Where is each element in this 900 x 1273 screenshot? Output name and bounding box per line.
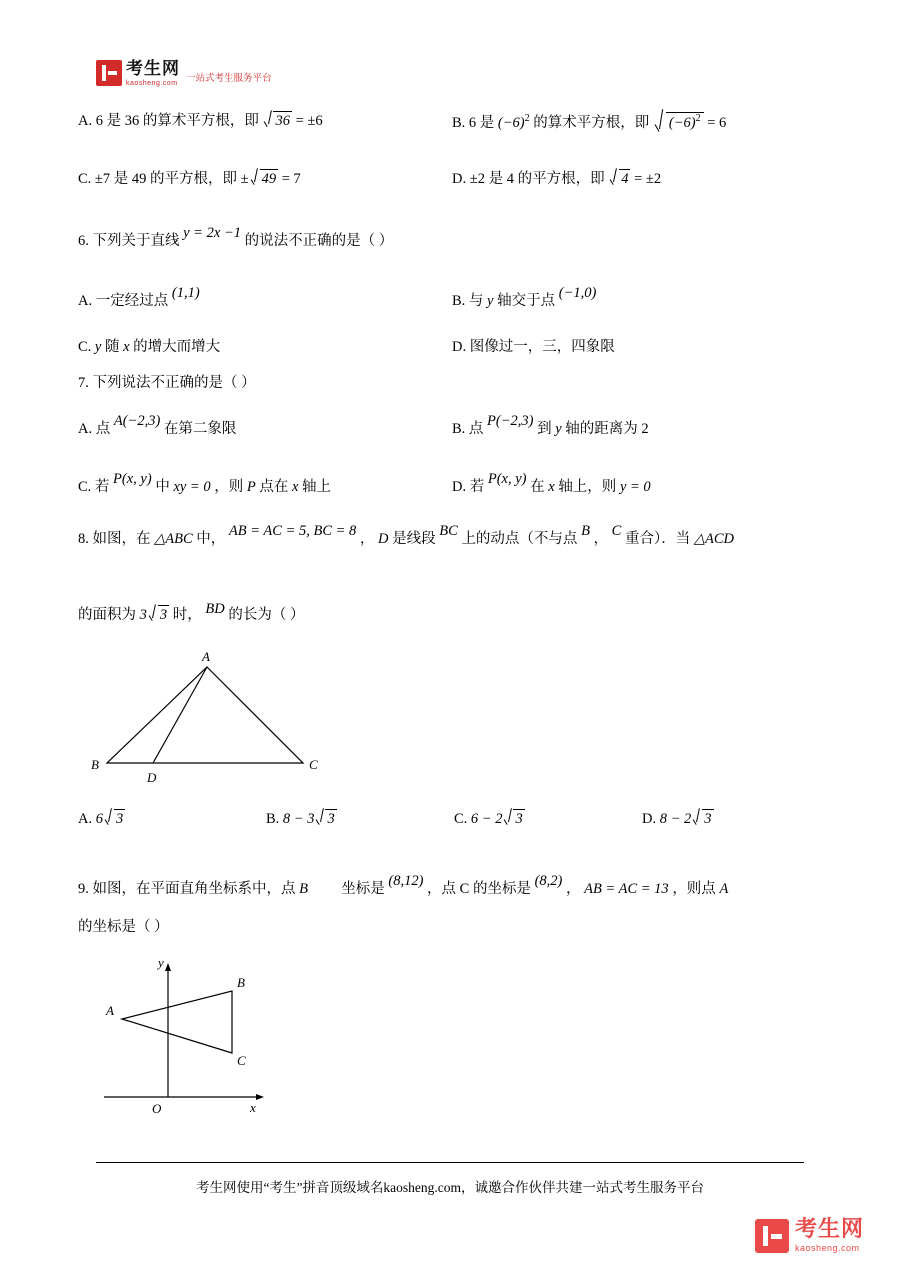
q9-number: 9. bbox=[78, 881, 89, 897]
q7-option-d-x: x bbox=[548, 479, 555, 495]
q8-option-d-radical bbox=[691, 810, 713, 828]
q6-option-d-label: D. bbox=[452, 339, 467, 355]
footer-divider bbox=[96, 1162, 804, 1163]
q7-option-c-label: C. bbox=[78, 479, 92, 495]
q6-option-a-text: 一定经过点 bbox=[95, 293, 169, 309]
q8-stem-bd: BD bbox=[205, 601, 225, 617]
q7-option-b-text3: 轴的距离为 2 bbox=[565, 421, 649, 437]
q5-option-a-radicand: 36 bbox=[275, 113, 290, 129]
q7-option-c-text5: 轴上 bbox=[302, 479, 332, 495]
q8-option-b-left: 8 − 3 bbox=[282, 811, 315, 827]
q9-figure bbox=[80, 955, 370, 1135]
q8-stem-text9: 的长为（ ） bbox=[228, 607, 305, 623]
q7-option-c-text3: ，则 bbox=[214, 479, 244, 495]
q6-number: 6. bbox=[78, 233, 89, 249]
q5-option-b bbox=[452, 112, 726, 132]
q5-option-d-label: D. bbox=[452, 171, 467, 187]
q5-option-c-plusminus: ± bbox=[240, 171, 249, 187]
q6-option-d bbox=[452, 338, 615, 356]
q5-option-c-text1: ±7 是 49 的平方根，即 bbox=[94, 171, 238, 187]
svg-text:C: C bbox=[309, 757, 318, 772]
logo-mark-icon bbox=[96, 60, 122, 86]
q6-stem-text2: 的说法不正确的是（ ） bbox=[244, 233, 394, 249]
q9-stem-text4: ， bbox=[566, 881, 581, 897]
q8-stem-text2: 中， bbox=[196, 531, 226, 547]
q7-option-a-point: A(−2,3) bbox=[113, 413, 161, 429]
q5-option-b-radicand-exp: 2 bbox=[695, 113, 701, 124]
q7-option-c-point: P(x, y) bbox=[113, 471, 152, 487]
q5-option-b-label: B. bbox=[452, 114, 466, 131]
q7-option-c-x: x bbox=[291, 479, 299, 495]
q7-option-c-p: P bbox=[246, 479, 256, 495]
svg-text:D: D bbox=[147, 770, 157, 785]
q6-option-c-text2: 的增大而增大 bbox=[133, 339, 221, 355]
q8-stem-pointB: B bbox=[581, 523, 590, 539]
q7-stem-text: 下列说法不正确的是（ ） bbox=[92, 375, 256, 391]
q9-stem-condition: AB = AC = 13 bbox=[584, 881, 669, 897]
q8-stem-text4: 是线段 bbox=[392, 531, 436, 547]
q5-option-d-radicand: 4 bbox=[621, 171, 629, 187]
q5-option-d-text1: ±2 是 4 的平方根，即 bbox=[469, 171, 605, 187]
q7-option-d-eq: y = 0 bbox=[619, 479, 651, 495]
q5-option-d bbox=[452, 170, 661, 188]
q7-option-a-text2: 在第二象限 bbox=[163, 421, 237, 437]
q7-number: 7. bbox=[78, 375, 89, 391]
q7-option-c-text2: 中 bbox=[155, 479, 170, 495]
q5-option-d-radical bbox=[608, 170, 630, 188]
q5-option-c bbox=[78, 170, 301, 188]
q9-stem-text6: 的坐标是（ ） bbox=[78, 919, 169, 935]
watermark-domain: kaosheng.com bbox=[794, 1243, 860, 1253]
logo-domain: kaosheng.com bbox=[126, 80, 178, 87]
svg-text:B: B bbox=[237, 975, 245, 990]
logo-text bbox=[126, 60, 180, 87]
watermark-mark-icon bbox=[755, 1219, 789, 1253]
q8-option-c-left: 6 − 2 bbox=[470, 811, 503, 827]
q7-option-d-text3: 轴上，则 bbox=[558, 479, 617, 495]
q6-stem bbox=[78, 225, 394, 250]
q7-option-a-label: A. bbox=[78, 421, 93, 437]
q9-stem-pointB: B bbox=[299, 881, 308, 897]
q5-option-b-exp: 2 bbox=[524, 113, 530, 124]
q6-option-a-label: A. bbox=[78, 293, 93, 309]
q6-option-c-label: C. bbox=[78, 339, 92, 355]
q7-option-d-text1: 若 bbox=[469, 479, 485, 495]
q9-stem-pointA: A bbox=[719, 881, 729, 897]
q8-option-a-radicand: 3 bbox=[115, 811, 124, 827]
q9-stem-bcoord: (8,12) bbox=[388, 873, 424, 889]
q5-option-b-base: (−6) bbox=[497, 114, 525, 131]
q8-triangle-abc: △ABC bbox=[154, 531, 193, 547]
q7-option-a-text1: 点 bbox=[95, 421, 111, 437]
q8-option-c-radical bbox=[502, 810, 524, 828]
q5-option-b-text1: 6 是 bbox=[468, 114, 495, 131]
q7-option-c-text4: 点在 bbox=[259, 479, 289, 495]
q8-option-b bbox=[266, 810, 337, 828]
q8-stem-bc: BC bbox=[439, 523, 458, 539]
q8-option-a-label: A. bbox=[78, 811, 93, 827]
q8-option-a bbox=[78, 810, 125, 828]
q5-option-a-text2: = ±6 bbox=[295, 113, 323, 129]
q5-option-a bbox=[78, 112, 323, 130]
q7-option-d-text2: 在 bbox=[530, 479, 545, 495]
q7-option-d-point: P(x, y) bbox=[487, 471, 527, 487]
q7-stem bbox=[78, 374, 256, 392]
q8-stem-area-text: 的面积为 bbox=[78, 607, 136, 623]
svg-text:A: A bbox=[106, 1003, 114, 1018]
q6-option-c-text1: 随 bbox=[104, 339, 120, 355]
q8-stem-area-coef: 3 bbox=[139, 607, 147, 623]
q8-option-b-radical bbox=[314, 810, 336, 828]
q6-option-a-point: (1,1) bbox=[171, 285, 200, 301]
q8-stem-text8: 时， bbox=[172, 607, 202, 623]
q5-option-c-radicand: 49 bbox=[261, 171, 277, 187]
svg-text:B: B bbox=[91, 757, 99, 772]
q6-stem-text1: 下列关于直线 bbox=[92, 233, 180, 249]
footer-text: 考生网使用“考生”拼音顶级域名kaosheng.com，诚邀合作伙伴共建一站式考生服务平台 bbox=[195, 1180, 705, 1195]
q9-stem-text3: ，点 C 的坐标是 bbox=[427, 881, 531, 897]
q6-option-b-point: (−1,0) bbox=[558, 285, 597, 301]
q7-option-d-label: D. bbox=[452, 479, 467, 495]
q7-option-c bbox=[78, 471, 332, 496]
q5-option-d-text2: = ±2 bbox=[634, 171, 662, 187]
svg-text:O: O bbox=[152, 1101, 162, 1116]
q6-option-c bbox=[78, 338, 220, 356]
q6-option-b-axis: y bbox=[487, 293, 494, 309]
q8-option-b-radicand: 3 bbox=[327, 811, 335, 827]
q5-option-c-text2: = 7 bbox=[281, 171, 301, 187]
q7-option-b-label: B. bbox=[452, 421, 466, 437]
q5-option-a-radical bbox=[262, 112, 292, 130]
q6-option-d-text: 图像过一，三，四象限 bbox=[469, 339, 615, 355]
q8-option-d bbox=[642, 810, 714, 828]
q8-stem-text7: 重合）．当 bbox=[624, 531, 691, 547]
q8-stem-area-radicand: 3 bbox=[159, 607, 168, 623]
svg-text:C: C bbox=[237, 1053, 246, 1068]
watermark bbox=[755, 1218, 864, 1253]
q8-stem-line1 bbox=[78, 523, 734, 548]
q8-stem-text5: 上的动点（不与点 bbox=[461, 531, 578, 547]
q5-option-b-text3: = 6 bbox=[707, 114, 727, 131]
q9-stem-line2 bbox=[78, 918, 169, 936]
q7-option-b-axis: y bbox=[555, 421, 562, 437]
svg-text:x: x bbox=[250, 1100, 256, 1115]
q8-option-c-label: C. bbox=[454, 811, 468, 827]
q6-option-b-text2: 轴交于点 bbox=[497, 293, 556, 309]
watermark-name: 考生网 bbox=[794, 1216, 864, 1241]
q8-option-c bbox=[454, 810, 525, 828]
q9-stem-text1: 如图，在平面直角坐标系中，点 bbox=[92, 881, 296, 897]
q8-triangle-acd: △ACD bbox=[693, 531, 734, 547]
q8-stem-pointC: C bbox=[611, 523, 622, 539]
svg-text:y: y bbox=[158, 955, 164, 970]
q8-option-a-radical bbox=[103, 810, 125, 828]
q8-stem-area-radical bbox=[147, 606, 169, 624]
q8-stem-line2 bbox=[78, 601, 305, 624]
q9-stem-line1 bbox=[78, 873, 729, 898]
q6-option-c-y: y bbox=[94, 339, 102, 355]
logo-name: 考生网 bbox=[126, 59, 180, 78]
q9-stem-ccoord: (8,2) bbox=[534, 873, 563, 889]
q8-option-c-radicand: 3 bbox=[515, 811, 523, 827]
q6-option-b-label: B. bbox=[452, 293, 466, 309]
q6-option-a bbox=[78, 285, 200, 310]
q7-option-a bbox=[78, 413, 237, 438]
q7-option-b-text2: 到 bbox=[537, 421, 552, 437]
q8-option-d-label: D. bbox=[642, 811, 657, 827]
q5-option-c-label: C. bbox=[78, 171, 92, 187]
q7-option-c-text1: 若 bbox=[94, 479, 110, 495]
q5-option-a-label: A. bbox=[78, 113, 93, 129]
q7-option-b-text1: 点 bbox=[468, 421, 484, 437]
q6-stem-formula: y = 2x −1 bbox=[183, 225, 241, 241]
q7-option-d bbox=[452, 471, 651, 496]
q8-option-d-radicand: 3 bbox=[704, 811, 712, 827]
q6-option-b-text1: 与 bbox=[468, 293, 484, 309]
q9-stem-text5: ，则点 bbox=[672, 881, 716, 897]
q8-stem-condition: AB = AC = 5, BC = 8 bbox=[228, 523, 357, 539]
q8-option-a-coef: 6 bbox=[95, 811, 103, 827]
q7-option-b bbox=[452, 413, 649, 438]
q6-option-b bbox=[452, 285, 597, 310]
q8-option-d-left: 8 − 2 bbox=[659, 811, 692, 827]
q5-option-b-text2: 的算术平方根，即 bbox=[533, 114, 650, 131]
q5-option-b-radicand: (−6) bbox=[668, 114, 696, 131]
q6-option-c-x: x bbox=[123, 339, 130, 355]
q5-option-b-radical bbox=[653, 112, 704, 132]
q5-option-c-radical bbox=[249, 170, 279, 188]
q7-option-c-eq: xy = 0 bbox=[173, 479, 211, 495]
q8-stem-text3: ， bbox=[359, 531, 375, 547]
q8-number: 8. bbox=[78, 531, 89, 547]
q8-stem-pointD: D bbox=[378, 531, 389, 547]
q9-stem-text2: 坐标是 bbox=[341, 881, 385, 897]
logo-slogan: 一站式考生服务平台 bbox=[186, 73, 272, 84]
q8-stem-text1: 如图，在 bbox=[92, 531, 151, 547]
q8-stem-text6: ， bbox=[593, 531, 609, 547]
site-logo bbox=[96, 60, 272, 87]
q8-option-b-label: B. bbox=[266, 811, 280, 827]
q8-figure bbox=[85, 645, 345, 795]
svg-text:A: A bbox=[202, 649, 210, 664]
q7-option-b-point: P(−2,3) bbox=[487, 413, 534, 429]
q5-option-a-text1: 6 是 36 的算术平方根，即 bbox=[95, 113, 259, 129]
